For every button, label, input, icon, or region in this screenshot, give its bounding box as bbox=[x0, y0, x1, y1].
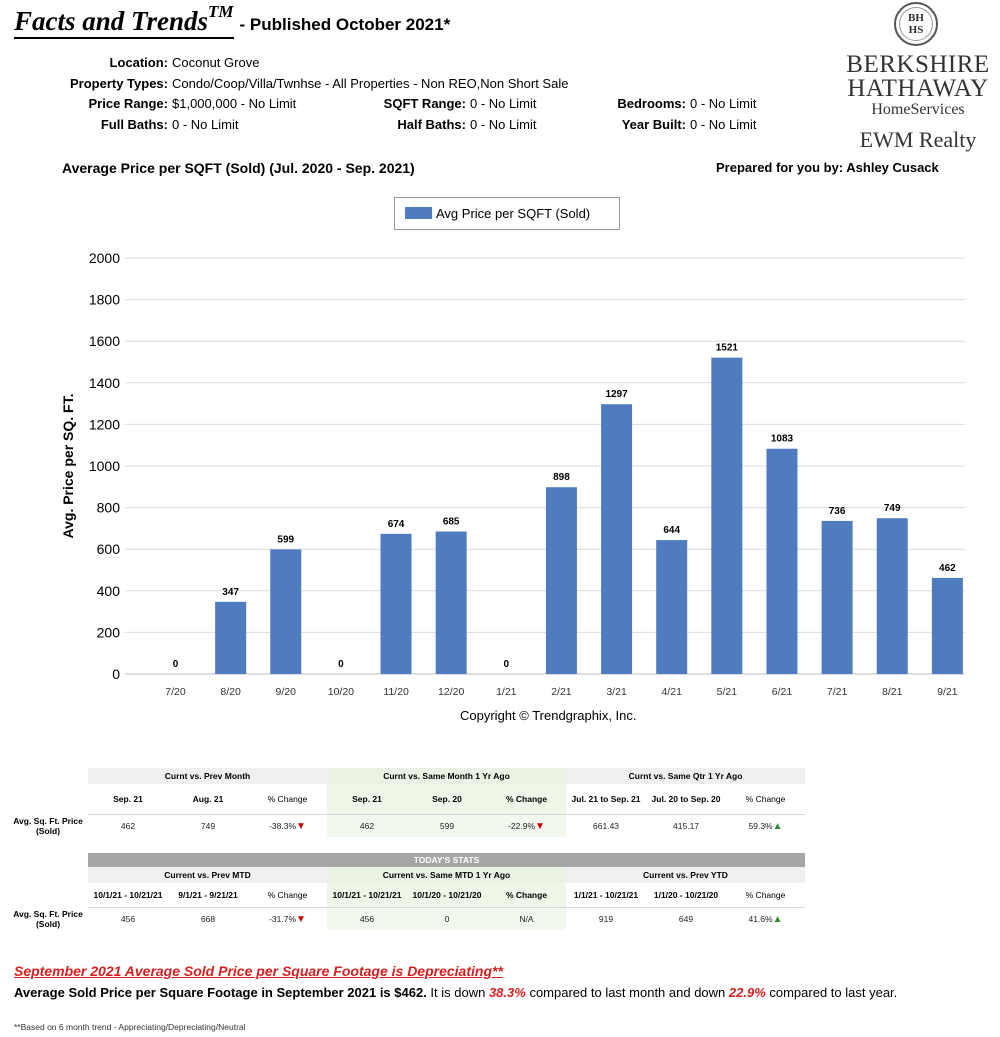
x-tick-label: 5/21 bbox=[716, 686, 738, 698]
column-header: 10/1/20 - 10/21/20 bbox=[407, 883, 487, 908]
copyright: Copyright © Trendgraphix, Inc. bbox=[460, 708, 637, 723]
column-header: 1/1/21 - 10/21/21 bbox=[566, 883, 646, 908]
x-tick-label: 3/21 bbox=[606, 686, 627, 698]
down-arrow-icon: ▼ bbox=[535, 820, 545, 832]
table-cell-change: -31.7%▼ bbox=[269, 913, 306, 925]
y-tick-label: 0 bbox=[112, 666, 120, 682]
bar bbox=[656, 540, 687, 674]
table-cell: 668 bbox=[200, 914, 216, 924]
data-label: 1521 bbox=[715, 342, 738, 354]
column-header: 9/1/21 - 9/21/21 bbox=[168, 883, 248, 908]
data-label: 674 bbox=[387, 518, 405, 530]
data-label: 599 bbox=[277, 534, 295, 546]
legend-label: Avg Price per SQFT (Sold) bbox=[436, 206, 591, 221]
footnote: **Based on 6 month trend - Appreciating/Depreciating/Neutral bbox=[14, 1022, 246, 1032]
stats-table-today bbox=[8, 853, 805, 930]
x-tick-label: 8/21 bbox=[882, 686, 903, 698]
up-arrow-icon: ▲ bbox=[772, 820, 783, 832]
table-cell: 649 bbox=[678, 914, 694, 924]
y-tick-label: 1200 bbox=[88, 416, 120, 433]
data-label: 685 bbox=[442, 516, 460, 528]
x-tick-label: 6/21 bbox=[771, 686, 793, 698]
data-label: 347 bbox=[222, 586, 239, 598]
row-label: Avg. Sq. Ft. Price (Sold) bbox=[13, 815, 83, 836]
y-tick-label: 600 bbox=[96, 541, 120, 558]
column-header: 1/1/20 - 10/21/20 bbox=[646, 883, 726, 908]
table-cell-change: 41.6%▲ bbox=[748, 913, 783, 925]
x-tick-label: 7/20 bbox=[165, 686, 186, 698]
x-tick-label: 7/21 bbox=[826, 686, 848, 698]
bar bbox=[601, 404, 632, 674]
brand-line4: EWM Realty bbox=[859, 127, 977, 152]
y-tick-label: 1000 bbox=[88, 458, 120, 474]
chart-title: Average Price per SQFT (Sold) (Jul. 2020 - Sep. 2021) bbox=[62, 160, 415, 176]
bar bbox=[270, 549, 301, 674]
criteria-price-range: Price Range: $1,000,000 - No Limit bbox=[88, 96, 297, 111]
y-tick-label: 1800 bbox=[88, 291, 120, 308]
criteria-sqft-range: SQFT Range: 0 - No Limit bbox=[383, 96, 537, 111]
table-cell: 919 bbox=[598, 914, 614, 924]
data-label: 898 bbox=[553, 472, 570, 484]
data-label: 0 bbox=[503, 659, 510, 670]
row-label: Avg. Sq. Ft. Price (Sold) bbox=[13, 908, 83, 929]
group-header: Current vs. Prev YTD bbox=[566, 867, 805, 883]
bar bbox=[766, 449, 797, 674]
column-header: Jul. 20 to Sep. 20 bbox=[646, 784, 726, 815]
y-tick-label: 2000 bbox=[88, 250, 120, 266]
column-header: Jul. 21 to Sep. 21 bbox=[566, 784, 646, 815]
table-cell: 456 bbox=[120, 914, 136, 924]
bar bbox=[877, 518, 908, 674]
y-tick-label: 800 bbox=[96, 499, 120, 516]
x-tick-label: 2/21 bbox=[551, 686, 572, 698]
table-cell: 661.43 bbox=[593, 821, 620, 831]
criteria-full-baths: Full Baths: 0 - No Limit bbox=[100, 117, 239, 132]
y-tick-label: 200 bbox=[96, 624, 120, 641]
column-header: % Change bbox=[726, 784, 805, 815]
x-tick-label: 12/20 bbox=[438, 686, 465, 698]
group-header: Current vs. Same MTD 1 Yr Ago bbox=[327, 867, 566, 883]
bhhs-seal-logo: BH HS bbox=[894, 2, 938, 46]
bar-chart bbox=[0, 190, 1000, 705]
criteria-half-baths: Half Baths: 0 - No Limit bbox=[397, 117, 537, 132]
down-arrow-icon: ▼ bbox=[296, 913, 306, 925]
group-header: Curnt vs. Same Qtr 1 Yr Ago bbox=[566, 768, 805, 784]
x-tick-label: 1/21 bbox=[496, 686, 517, 698]
table-cell: 462 bbox=[120, 821, 136, 831]
y-tick-label: 400 bbox=[96, 582, 120, 599]
report-title bbox=[14, 2, 451, 37]
y-axis-label: Avg. Price per SQ. FT. bbox=[60, 393, 76, 539]
brand-line1: BERKSHIRE bbox=[846, 51, 990, 78]
bar bbox=[215, 602, 246, 674]
column-header: Sep. 21 bbox=[88, 784, 168, 815]
y-tick-label: 1400 bbox=[88, 374, 120, 391]
column-header: Sep. 21 bbox=[327, 784, 407, 815]
bar bbox=[822, 521, 853, 674]
x-tick-label: 4/21 bbox=[661, 686, 682, 698]
legend-swatch bbox=[405, 207, 432, 219]
table-cell: N/A bbox=[487, 908, 566, 931]
table-cell-change: 59.3%▲ bbox=[748, 820, 783, 832]
table-cell: 0 bbox=[407, 908, 487, 931]
up-arrow-icon: ▲ bbox=[772, 913, 783, 925]
column-header: % Change bbox=[487, 883, 566, 908]
data-label: 1297 bbox=[605, 389, 628, 401]
title-text: Facts and Trends™ bbox=[14, 6, 234, 39]
data-label: 0 bbox=[338, 659, 344, 670]
table-cell: 415.17 bbox=[673, 821, 700, 831]
table-cell-change: -38.3%▼ bbox=[269, 820, 306, 832]
data-label: 0 bbox=[172, 659, 179, 670]
criteria-year-built: Year Built: 0 - No Limit bbox=[621, 117, 757, 132]
column-header: % Change bbox=[726, 883, 805, 908]
criteria-property-types: Property Types: Condo/Coop/Villa/Twnhse - All Properties - Non REO,Non Short Sale bbox=[69, 76, 569, 91]
x-tick-label: 8/20 bbox=[220, 686, 241, 698]
x-tick-label: 9/20 bbox=[275, 686, 296, 698]
summary-text: Average Sold Price per Square Footage in September 2021 is $462. It is down 38.3% compared to last month and down 22.9% compared to last year. bbox=[14, 985, 898, 1000]
x-tick-label: 11/20 bbox=[383, 686, 409, 698]
bar bbox=[711, 358, 742, 674]
brand-line3: HomeServices bbox=[871, 101, 965, 118]
bar bbox=[436, 532, 467, 674]
bar bbox=[381, 534, 412, 674]
table-cell: 599 bbox=[407, 815, 487, 838]
data-label: 749 bbox=[883, 503, 901, 515]
table-cell: 456 bbox=[327, 908, 407, 931]
table-cell: 462 bbox=[327, 815, 407, 838]
published-date: - Published October 2021* bbox=[239, 15, 451, 34]
brand-line2: HATHAWAY bbox=[847, 75, 989, 102]
x-tick-label: 10/20 bbox=[327, 686, 355, 698]
criteria-bedrooms: Bedrooms: 0 - No Limit bbox=[617, 96, 757, 111]
todays-stats-banner: TODAY'S STATS bbox=[88, 853, 805, 867]
x-tick-label: 9/21 bbox=[937, 686, 958, 698]
summary-heading: September 2021 Average Sold Price per Square Footage is Depreciating** bbox=[14, 963, 503, 979]
data-label: 644 bbox=[663, 525, 681, 537]
table-cell-change: -22.9%▼ bbox=[487, 815, 566, 838]
column-header: % Change bbox=[487, 784, 566, 815]
bar bbox=[546, 487, 577, 674]
group-header: Curnt vs. Same Month 1 Yr Ago bbox=[327, 768, 566, 784]
prepared-by: Prepared for you by: Ashley Cusack bbox=[716, 160, 939, 175]
column-header: 10/1/21 - 10/21/21 bbox=[88, 883, 168, 908]
bar bbox=[932, 578, 963, 674]
data-label: 462 bbox=[939, 562, 956, 574]
stats-table-monthly bbox=[8, 768, 805, 837]
group-header: Current vs. Prev MTD bbox=[88, 867, 327, 883]
column-header: 10/1/21 - 10/21/21 bbox=[327, 883, 407, 908]
y-tick-label: 1600 bbox=[88, 333, 120, 350]
data-label: 736 bbox=[828, 505, 846, 517]
column-header: % Change bbox=[248, 784, 327, 815]
down-arrow-icon: ▼ bbox=[296, 820, 306, 832]
table-cell: 749 bbox=[200, 821, 216, 831]
column-header: Aug. 21 bbox=[168, 784, 248, 815]
column-header: Sep. 20 bbox=[407, 784, 487, 815]
column-header: % Change bbox=[248, 883, 327, 908]
group-header: Curnt vs. Prev Month bbox=[88, 768, 327, 784]
data-label: 1083 bbox=[770, 433, 794, 445]
criteria-location: Location: Coconut Grove bbox=[109, 55, 260, 70]
